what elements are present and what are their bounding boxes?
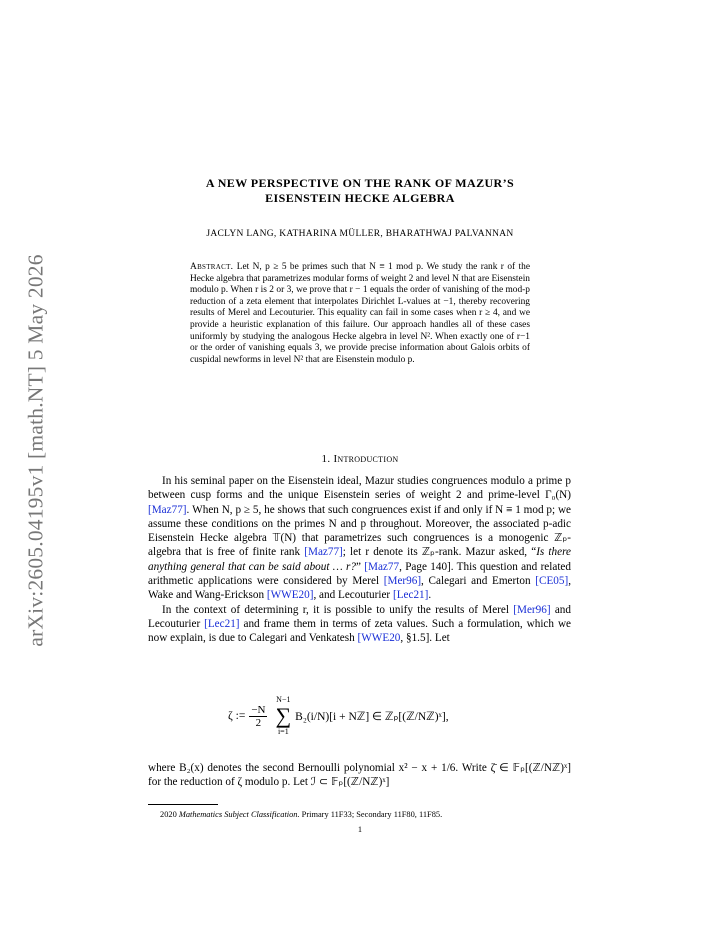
citation-link[interactable]: [Mer96] — [513, 603, 551, 616]
abstract — [190, 262, 530, 366]
paragraph-1: In his seminal paper on the Eisenstein ideal, Mazur studies congruences modulo a prime p between cusp forms and the unique Eisenstein series of weight 2 and prime-level Γ₀(N) [Maz77]. When N, p ≥ 5, he shows that such congruences exist if and only if N ≡ 1 mod p; we assume these conditions on the primes N and p throughout. Moreover, the associated p-adic Eisenstein Hecke algebra 𝕋(N) that parametrizes such congruences is a monogenic ℤₚ-algebra that is free of finite rank [Maz77]; let r denote its ℤₚ-rank. Mazur asked, “Is there anything general that can be said about … r?” [Maz77, Page 140]. This question and related arithmetic applications were considered by Merel [Mer96], Calegari and Emerton [CE05], Wake and Wang-Erickson [WWE20], and Lecouturier [Lec21]. — [148, 475, 571, 602]
author-list: JACLYN LANG, KATHARINA MÜLLER, BHARATHWAJ PALVANNAN — [206, 229, 514, 239]
section-heading — [120, 453, 600, 465]
fraction-denominator: 2 — [255, 716, 262, 729]
equation-rhs: B₂(i/N)[i + Nℤ] ∈ ℤₚ[(ℤ/Nℤ)ˣ], — [295, 711, 449, 723]
summation — [275, 695, 291, 737]
sum-lower-limit: i=1 — [277, 727, 289, 736]
introduction-body — [148, 474, 571, 646]
abstract-heading: Abstract. — [190, 262, 234, 272]
citation-link[interactable]: [WWE20] — [266, 589, 314, 602]
msc-label: Mathematics Subject Classification. — [178, 810, 300, 819]
abstract-text: Let N, p ≥ 5 be primes such that N ≡ 1 mod p. We study the rank r of the Hecke algebra that parametrizes modular forms of weight 2 and level N that are Eisenstein modulo p. When r is 2 or 3, we prove that r − 1 equals the order of vanishing of the mod-p reduction of a zeta element that interpolates Dirichlet L-values at −1, thereby recovering results of Merel and Lecouturier. This equality can fail in some cases when r ≥ 4, and we provide a heuristic explanation of this failure. Our approach handles all of these cases uniformly by studying the analogous Hecke algebra in level N². When exactly one of r−1 or the order of vanishing equals 3, we provide precise information about Galois orbits of cuspidal newforms in level N² that are Eisenstein modulo p. — [190, 262, 531, 365]
title-line-2: EISENSTEIN HECKE ALGEBRA — [265, 191, 455, 205]
sigma-symbol: ∑ — [275, 703, 292, 728]
page-number: 1 — [357, 825, 363, 834]
citation-link[interactable]: [Maz77 — [364, 560, 400, 573]
citation-link[interactable]: [WWE20 — [357, 632, 401, 645]
citation-link[interactable]: [Lec21] — [392, 589, 429, 602]
paragraph-2: In the context of determining r, it is possible to unify the results of Merel [Mer96] and Lecouturier [Lec21] and frame them in terms of zeta values. Such a formulation, which we now explain, is due to Calegari and Venkatesh [WWE20, §1.5]. Let — [148, 603, 571, 645]
mazur-quote: Is there anything general that can be said about … r? — [148, 546, 571, 573]
zeta-equation — [148, 683, 571, 749]
paragraph-3: where B₂(x) denotes the second Bernoulli polynomial x² − x + 1/6. Write ζ̄ ∈ 𝔽ₚ[(ℤ/Nℤ)ˣ] for the reduction of ζ modulo p. Let ℐ ⊂ 𝔽ₚ[(ℤ/Nℤ)ˣ] — [148, 762, 571, 789]
section-title: Introduction — [333, 453, 399, 465]
equation-fraction — [249, 704, 267, 729]
equation-row — [228, 683, 449, 749]
arxiv-stamp: arXiv:2605.04195v1 [math.NT] 5 May 2026 — [23, 253, 48, 647]
section-number: 1. — [321, 453, 331, 465]
fraction-numerator: −N — [251, 703, 266, 716]
citation-link[interactable]: [Maz77] — [148, 503, 187, 516]
title-line-1: A NEW PERSPECTIVE ON THE RANK OF MAZUR’S — [205, 176, 515, 190]
citation-link[interactable]: [Maz77] — [304, 546, 343, 559]
footnote: 2020 Mathematics Subject Classification. Primary 11F33; Secondary 11F80, 11F85. — [160, 810, 443, 819]
footnote-rule — [148, 804, 218, 805]
paper-title — [120, 176, 600, 206]
citation-link[interactable]: [Mer96] — [383, 575, 422, 588]
sum-upper-limit: N−1 — [276, 695, 291, 704]
citation-link[interactable]: [Lec21] — [204, 617, 240, 630]
equation-lhs: ζ := — [228, 710, 246, 722]
citation-link[interactable]: [CE05] — [535, 575, 569, 588]
